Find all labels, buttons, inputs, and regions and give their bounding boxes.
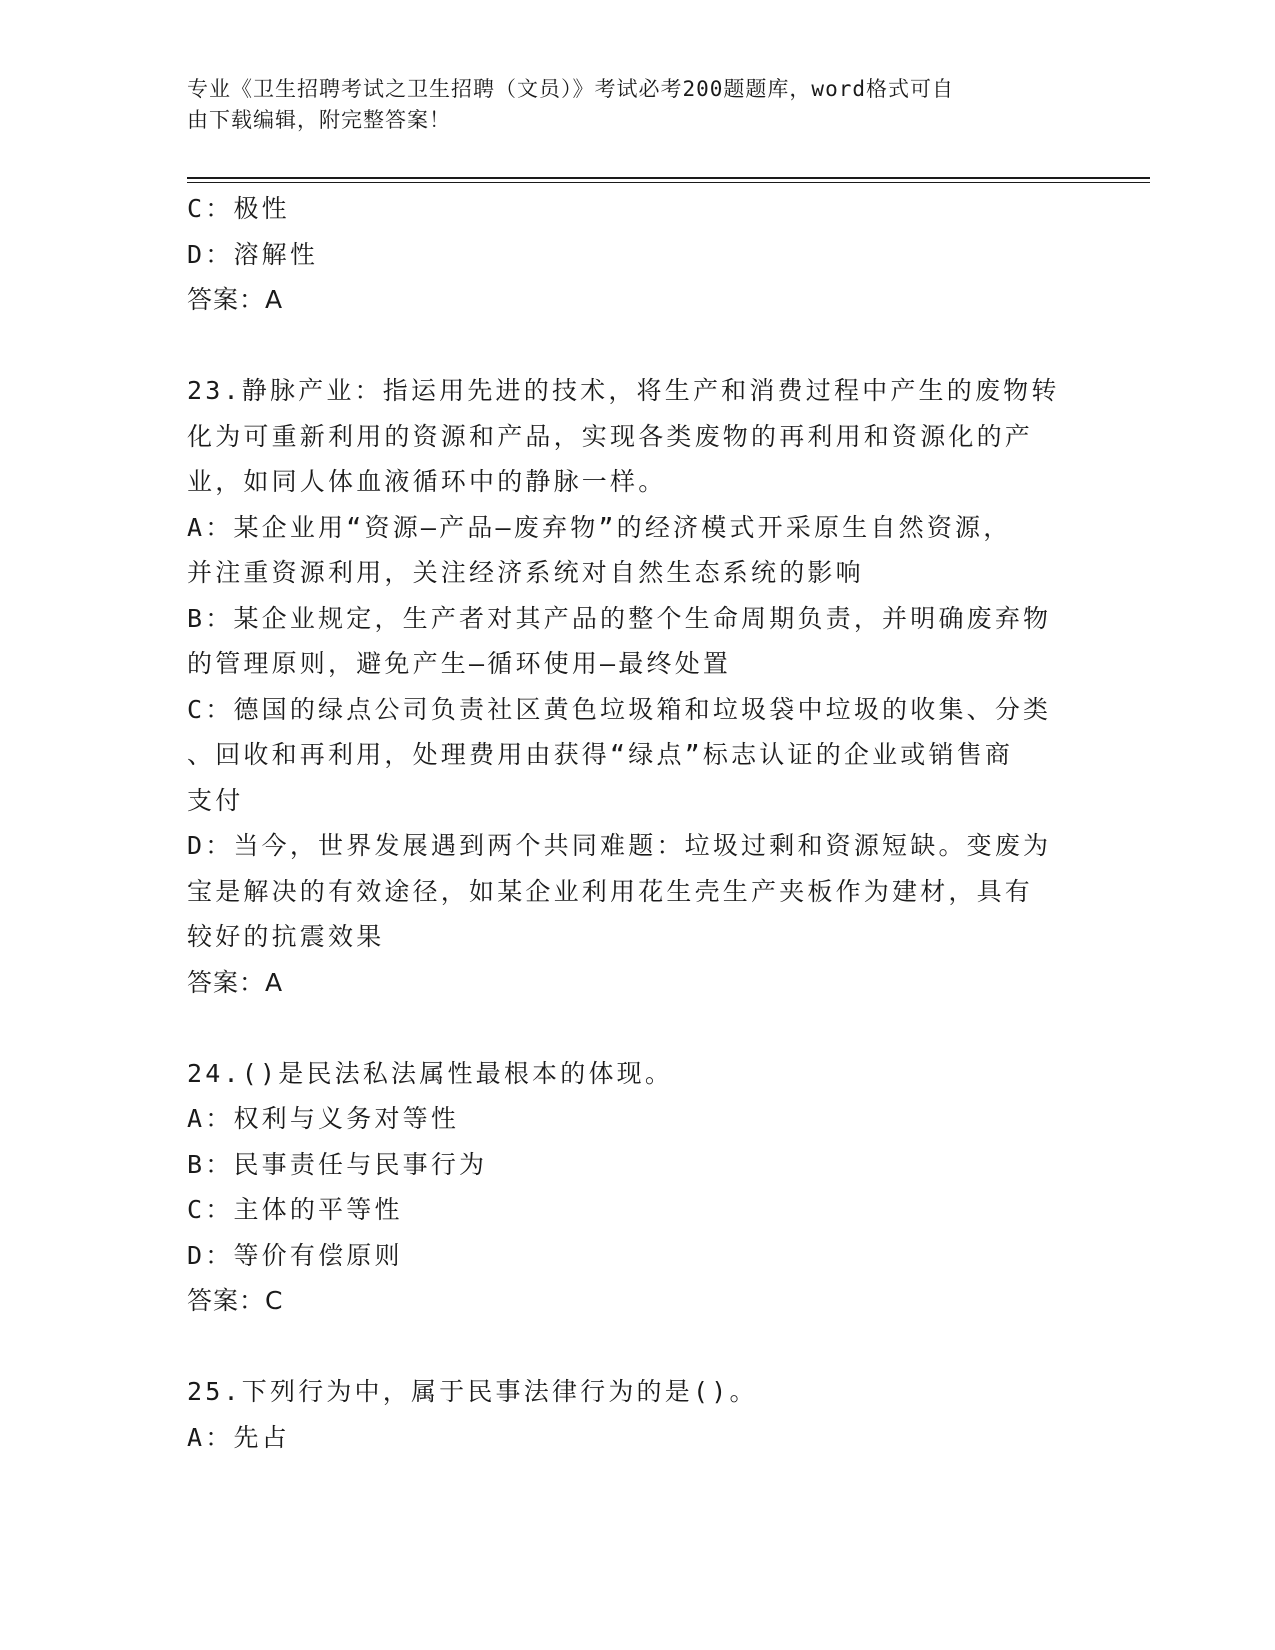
prev-option-c: C：极性 xyxy=(187,194,290,223)
q23-option-d-line-2: 宝是解决的有效途径，如某企业利用花生壳生产夹板作为建材，具有 xyxy=(187,876,1034,906)
header-line-2: 由下载编辑，附完整答案！ xyxy=(187,108,451,132)
q23-option-b-line-1: B：某企业规定，生产者对其产品的整个生命周期负责，并明确废弃物 xyxy=(187,603,1052,633)
q23-stem-line-3: 业，如同人体血液循环中的静脉一样。 xyxy=(187,467,667,496)
q23-option-c-line-2: 、回收和再利用，处理费用由获得“绿点”标志认证的企业或销售商 xyxy=(187,740,1014,769)
q25-option-a: A：先占 xyxy=(187,1422,290,1452)
q24-option-a: A：权利与义务对等性 xyxy=(187,1104,460,1133)
q23-stem-line-1: 23.静脉产业：指运用先进的技术，将生产和消费过程中产生的废物转 xyxy=(187,376,1060,405)
spacer xyxy=(187,1005,1077,1051)
document-body xyxy=(187,186,1077,1460)
q24-stem: 24.()是民法私法属性最根本的体现。 xyxy=(187,1058,674,1088)
spacer xyxy=(187,1324,1077,1370)
question-23 xyxy=(187,368,1077,1005)
q24-answer: 答案：C xyxy=(187,1286,284,1315)
q23-option-a-line-1: A：某企业用“资源—产品—废弃物”的经济模式开采原生自然资源， xyxy=(187,512,1012,542)
header-rule-thick xyxy=(187,177,1150,179)
q23-option-c-line-1: C：德国的绿点公司负责社区黄色垃圾箱和垃圾袋中垃圾的收集、分类 xyxy=(187,694,1052,724)
q25-stem: 25.下列行为中，属于民事法律行为的是()。 xyxy=(187,1377,758,1406)
q24-option-d: D：等价有偿原则 xyxy=(187,1240,403,1270)
spacer xyxy=(187,323,1077,369)
header-line-1: 专业《卫生招聘考试之卫生招聘（文员）》考试必考200题题库，word格式可自 xyxy=(187,77,954,101)
prev-option-d: D：溶解性 xyxy=(187,239,319,269)
q23-option-a-line-2: 并注重资源利用，关注经济系统对自然生态系统的影响 xyxy=(187,558,864,587)
q23-option-d-line-1: D：当今，世界发展遇到两个共同难题：垃圾过剩和资源短缺。变废为 xyxy=(187,831,1052,860)
question-24 xyxy=(187,1051,1077,1324)
q23-stem-line-2: 化为可重新利用的资源和产品，实现各类废物的再利用和资源化的产 xyxy=(187,421,1034,451)
q23-option-d-line-3: 较好的抗震效果 xyxy=(187,922,385,951)
document-header xyxy=(187,74,1067,136)
prev-answer: 答案：A xyxy=(187,285,284,314)
q23-answer: 答案：A xyxy=(187,967,284,997)
q24-option-b: B：民事责任与民事行为 xyxy=(187,1149,488,1179)
q23-option-b-line-2: 的管理原则，避免产生—循环使用—最终处置 xyxy=(187,649,732,678)
question-25 xyxy=(187,1369,1077,1460)
header-rule-thin xyxy=(187,182,1150,183)
q24-option-c: C：主体的平等性 xyxy=(187,1195,403,1224)
q23-option-c-line-3: 支付 xyxy=(187,785,244,815)
